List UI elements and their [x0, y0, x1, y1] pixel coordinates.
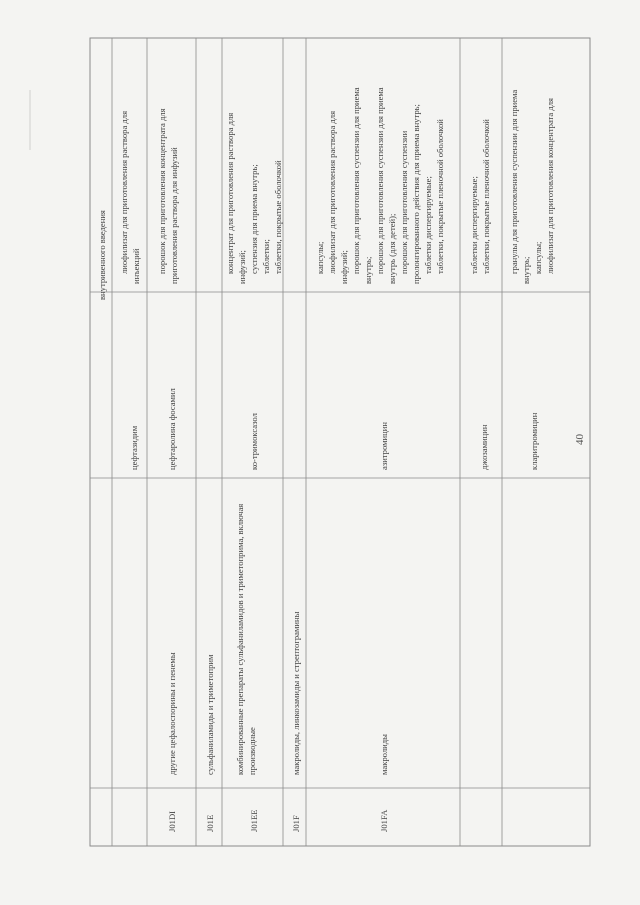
form-line: таблетки;: [261, 239, 271, 274]
form-line: таблетки диспергируемые;: [423, 176, 433, 274]
form-line: капсулы;: [533, 241, 543, 274]
form-line: внутрь;: [521, 256, 531, 284]
form-line: внутрь;: [363, 256, 373, 284]
row-8-substance: кларитромицин: [529, 412, 539, 470]
form-line: таблетки, покрытые оболочкой: [273, 160, 283, 274]
form-line: порошок для приготовления суспензии для приема: [351, 87, 361, 274]
form-line: пролонгированного действия для приема внутрь;: [411, 104, 421, 284]
form-line: порошок для приготовления суспензии: [399, 130, 409, 274]
form-line: инфузий;: [237, 250, 247, 284]
row-4-code: J01EE: [249, 809, 259, 832]
page-number: 40: [574, 434, 586, 445]
row-8-forms: [508, 90, 556, 284]
form-line: капсулы;: [315, 241, 325, 274]
form-line: внутрь (для детей);: [387, 213, 397, 284]
row-2-substance: цефтаролина фосамил: [167, 388, 177, 470]
row-2-group: другие цефалоспорины и пенемы: [167, 652, 177, 775]
row-5-code: J01F: [291, 815, 301, 832]
row-6-forms: [314, 87, 446, 284]
row-0-forms: [96, 210, 108, 300]
form-line: инфузий;: [339, 250, 349, 284]
form-line: таблетки диспергируемые;: [469, 176, 479, 274]
form-line: инъекций: [131, 248, 141, 284]
form-line: лиофилизат для приготовления раствора для: [327, 110, 337, 274]
row-7-forms: [468, 119, 492, 284]
row-1-substance: цефтазидим: [129, 425, 139, 470]
row-7-substance: джозамицин: [479, 424, 489, 470]
row-2-code: J01DI: [167, 810, 177, 832]
form-line: порошок для приготовления суспензии для приема: [375, 87, 385, 274]
form-line: приготовления раствора для инфузий: [169, 147, 179, 284]
form-line: гранулы для приготовления суспензии для приема: [509, 89, 519, 274]
row-6-substance: азитромицин: [379, 422, 389, 470]
row-6-code: J01FA: [379, 809, 389, 832]
form-line: суспензия для приема внутрь;: [249, 164, 259, 274]
row-5-group: макролиды, линкозамиды и стрептограмины: [291, 611, 301, 775]
form-line: лиофилизат для приготовления концентрата для: [545, 98, 555, 274]
form-line: таблетки, покрытые пленочной оболочкой: [481, 119, 491, 274]
row-4-substance: ко-тримоксазол: [249, 413, 259, 470]
row-4-forms: [224, 113, 284, 284]
form-line: таблетки, покрытые пленочной оболочкой: [435, 119, 445, 274]
form-line: лиофилизат для приготовления раствора для: [119, 110, 129, 274]
form-line: концентрат для приготовления раствора для: [225, 112, 235, 274]
row-2-forms: [156, 108, 180, 284]
row-3-code: J01E: [205, 814, 215, 832]
row-6-group: макролиды: [379, 734, 389, 775]
form-line: порошок для приготовления концентрата для: [157, 108, 167, 274]
form-line: внутривенного введения: [97, 210, 107, 300]
row-3-group: сульфаниламиды и триметоприм: [205, 654, 215, 775]
row-4-group: комбинированные препараты сульфаниламидов и триметоприма, включая производные: [235, 503, 257, 775]
row-1-forms: [118, 111, 142, 284]
